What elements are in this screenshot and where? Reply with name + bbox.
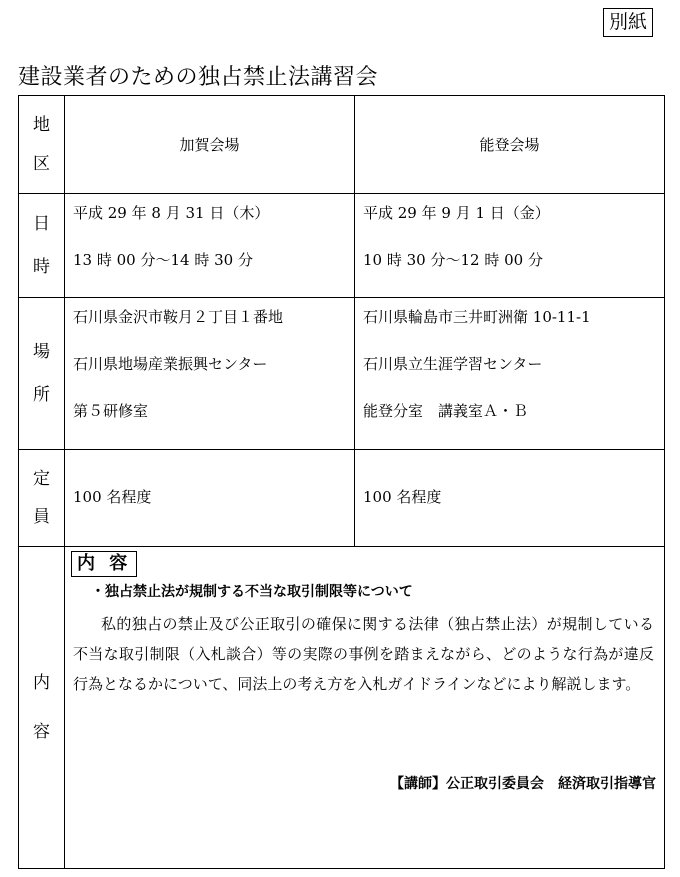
- row-label-place: [19, 298, 65, 450]
- table-row-place: [19, 298, 665, 450]
- address-text: 石川県輪島市三井町洲衛 10-11-1: [363, 308, 591, 326]
- row-label-char: 場: [33, 342, 50, 363]
- attachment-label: 別紙: [603, 8, 653, 37]
- date-text: 平成 29 年 8 月 31 日（木）: [73, 204, 270, 222]
- row-label-char: 所: [33, 384, 50, 405]
- room-text: 第５研修室: [73, 402, 149, 420]
- table-row-content: [19, 547, 665, 869]
- seminar-info-table: [18, 95, 665, 869]
- venue-kaga-header: 加賀会場: [65, 96, 355, 194]
- row-label-char: 定: [33, 468, 50, 489]
- content-heading: 内 容: [71, 551, 137, 577]
- datetime-noto: [355, 194, 665, 298]
- document-title: 建設業者のための独占禁止法講習会: [18, 65, 379, 90]
- capacity-text: 100 名程度: [73, 488, 152, 506]
- table-row-datetime: [19, 194, 665, 298]
- row-label-char: 容: [33, 721, 50, 742]
- row-label-char: 時: [33, 256, 50, 277]
- capacity-text: 100 名程度: [363, 488, 442, 506]
- date-text: 平成 29 年 9 月 1 日（金）: [363, 204, 550, 222]
- row-label-char: 区: [33, 153, 50, 174]
- row-label-datetime: [19, 194, 65, 298]
- facility-text: 石川県立生涯学習センター: [363, 355, 543, 373]
- row-label-char: 内: [33, 673, 50, 694]
- content-cell: [65, 547, 665, 869]
- lecturer-text: 【講師】公正取引委員会 経済取引指導官: [390, 776, 656, 792]
- place-kaga: [65, 298, 355, 450]
- row-label-capacity: [19, 450, 65, 547]
- row-label-area: [19, 96, 65, 194]
- content-topic: ・独占禁止法が規制する不当な取引制限等について: [91, 584, 413, 600]
- row-label-char: 員: [33, 507, 50, 527]
- row-label-char: 日: [33, 214, 50, 235]
- row-label-content: [19, 547, 65, 869]
- address-text: 石川県金沢市鞍月２丁目１番地: [73, 308, 284, 326]
- time-text: 13 時 00 分～14 時 30 分: [73, 251, 253, 269]
- facility-text: 石川県地場産業振興センター: [73, 355, 268, 373]
- content-description: 私的独占の禁止及び公正取引の確保に関する法律（独占禁止法）が規制している不当な取引制限（入札談合）等の実際の事例を踏まえながら、どのような行為が違反行為となるかについて、同法上の考え方を入札ガイドラインなどにより解説します。: [73, 615, 654, 693]
- table-row-capacity: [19, 450, 665, 547]
- capacity-kaga: [65, 450, 355, 547]
- row-label-char: 地: [33, 115, 50, 136]
- table-row-area: [19, 96, 665, 194]
- time-text: 10 時 30 分～12 時 00 分: [363, 251, 543, 269]
- capacity-noto: [355, 450, 665, 547]
- datetime-kaga: [65, 194, 355, 298]
- place-noto: [355, 298, 665, 450]
- venue-noto-header: 能登会場: [355, 96, 665, 194]
- room-text: 能登分室 講義室Ａ・Ｂ: [363, 402, 529, 420]
